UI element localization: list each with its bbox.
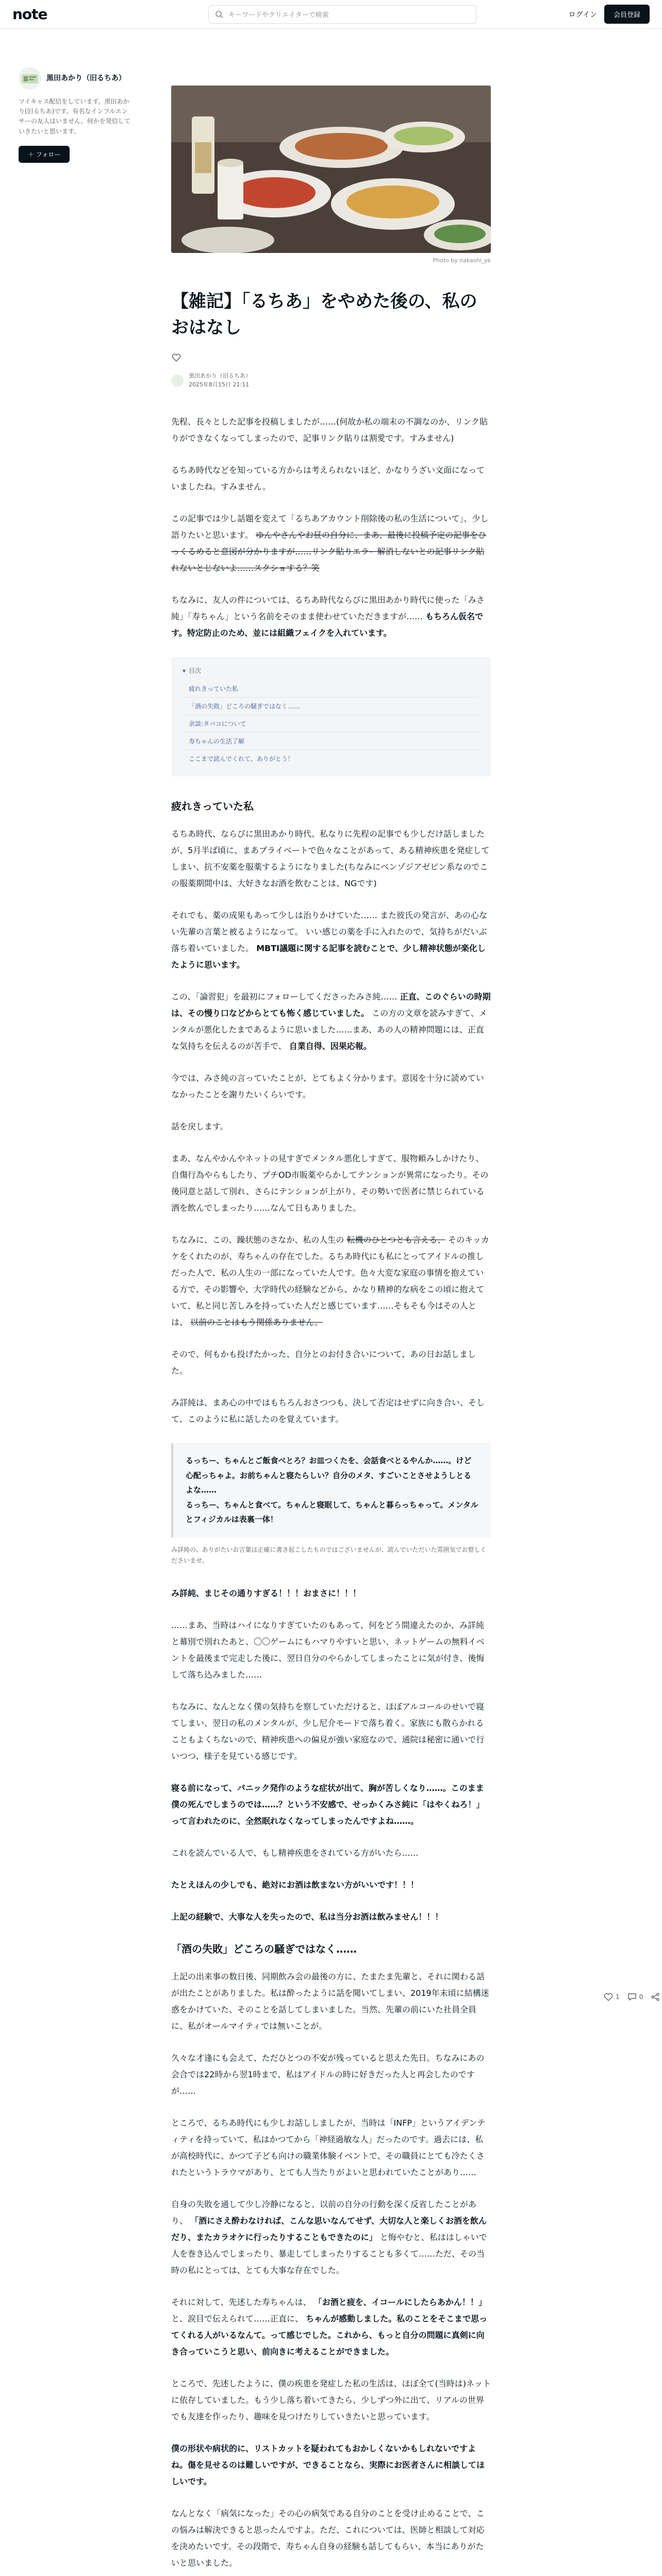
toc-item[interactable]: 寿ちゃんの生活了解 xyxy=(183,733,479,750)
paragraph: 久々な才逢にも会えて、ただひとつの不安が残っていると思えた先日。ちなみにあの会合では22時から翌1時まで、私はアイドルの時に好きだった人と再会したのですが…… xyxy=(171,2053,485,2096)
paragraph: ところで、先述したように、僕の疾患を発症した私の生活は、ほぼ全て(当時は)ネットに依存していました。もう少し落ち着いてきたら、少しずつ外に出て、リアルの世界でも友達を作ったり、趣味を見つけたりしていきたいと思っています。 xyxy=(171,2378,491,2421)
header-actions xyxy=(569,5,650,24)
follow-plus-icon: ＋ xyxy=(28,150,35,158)
paragraph: ところで、るちあ時代にも少しお話ししましたが、当時は「INFP」というアイデンティティを持っていて、私はかつてから「神経過敏な人」だったのです。過去には、私が高校時代に、かつて子ども向けの職業体験イベントで、その職員にとても冷たくされたというトラウマがあり、とても人当たりがよいと思われていたことがあり…… xyxy=(171,2117,486,2177)
floating-actions xyxy=(603,1992,660,2002)
creator-sidebar xyxy=(19,60,132,163)
table-of-contents xyxy=(171,657,491,776)
text-span: この記事では少し話題を変えて「るちあアカウント削除後の私の生活について」、少し語りたいと思います。 xyxy=(171,514,489,540)
avatar[interactable] xyxy=(19,67,41,90)
paragraph: 上記の出来事の数日後、同期飲み会の最後の方に、たまたま先輩と、それに関わる話が出たことがありました。私は酔ったように話を聞いてしまい、2019年末頃に結構迷惑をかけていた、そのことを話してしまいました。当然、先輩の前にいた社員全員に、私がオールマイティでは無いことが。 xyxy=(171,1971,489,2031)
follow-label: フォロー xyxy=(36,150,61,158)
article xyxy=(171,86,491,2576)
paragraph: たとえほんの少しでも、絶対にお酒は飲まない方がいいです！！！ xyxy=(171,1879,419,1890)
author-name[interactable]: 黒田あかり（旧るちあ） xyxy=(189,372,251,379)
avatar-image-icon xyxy=(19,67,41,90)
text-span: と悔やむと、私ははしゃいで人を巻き込んでしまったり、暴走してしまったりすることも多くて……ただ、その当時の私にとっては、とても大事な存在でした。 xyxy=(171,2232,487,2275)
paragraph: そので、何もかも投げたかった、自分とのお付き合いについて、あの日お話しました。 xyxy=(171,1349,476,1376)
paragraph: 上記の経験で、大事な人を失ったので、私は当分お酒は飲みません！！！ xyxy=(171,1911,443,1922)
paragraph: み詳純は、まあ心の中ではもちろんおさつつも、決して否定はせずに向き合い、そして、このように私に話したのを覚えています。 xyxy=(171,1398,485,1424)
comment-count: 0 xyxy=(639,1993,643,2001)
bold-text: 「お酒と疲を、イコールにしたらあかん！！」 xyxy=(313,2297,487,2307)
hero-image xyxy=(171,86,491,253)
top-bar xyxy=(0,0,662,29)
text-span: いい感じの薬を手に入れたので、気持ちがだいぶ落ち着いていました。 xyxy=(171,927,487,953)
note-logo[interactable]: note xyxy=(12,6,47,23)
article-body xyxy=(171,414,491,2576)
strikethrough-text: ゆんやさんやお昼の自分に、まあ、最後に投稿予定の記事をひっくるめると意図が分かりますが……リンク貼りエラー解消しないとの記事リンク貼れないとじないよ……スクショする？笑 xyxy=(171,530,487,573)
toc-header[interactable] xyxy=(183,666,479,675)
paragraph xyxy=(171,989,491,1055)
like-count: 1 xyxy=(616,1993,620,2001)
text-span: それに対して、先述した寿ちゃんは、 xyxy=(171,2297,311,2307)
paragraph xyxy=(171,592,491,641)
paragraph: 僕の形状や病状的に、リストカットを疑われてもおかしくないかもしれないですよね。傷を見せるのは難しいですが、できることなら、実際にお医者さんに相談してほしいです。 xyxy=(171,2443,485,2486)
paragraph: なんとなく「病気になった」その心の病気である自分のことを受け止めることで、この悩みは解決できると思ったんですよ。ただ、これについては、医師と相談して対応を決めたいです。その段階で、寿ちゃん自身の経験も話してもらい、本当にありがたいと思いました。 xyxy=(171,2508,485,2568)
toc-item[interactable]: 疲れきっていた私 xyxy=(183,680,479,698)
text-span: 自身の失敗を通して少し冷静になると、以前の自分の行動を深く反省したことがあり、 xyxy=(171,2199,477,2226)
author-meta xyxy=(189,372,251,389)
photo-credit[interactable]: Photo by nakashi_yk xyxy=(433,257,491,264)
signup-button[interactable]: 会員登録 xyxy=(604,5,650,24)
like-action[interactable] xyxy=(603,1992,620,2002)
paragraph xyxy=(171,2196,491,2279)
hero-photo-icon xyxy=(171,86,491,253)
paragraph: み詳純、まじその通りすぎる！！！おまさに！！！ xyxy=(171,1588,361,1598)
text-span: と、涙目で伝えられて……正直に、 xyxy=(171,2313,304,2324)
strikethrough-text: 以前のことはもう関係ありません。 xyxy=(190,1317,323,1327)
login-link[interactable]: ログイン xyxy=(568,10,597,19)
paragraph xyxy=(171,2294,491,2360)
paragraph: 先程、長々とした記事を投稿しましたが……(何故か私の端末の不調なのか、リンク貼りができなくなってしまったので、記事リンク貼りは割愛です。すみません) xyxy=(171,417,488,443)
comment-icon xyxy=(627,1992,637,2002)
search-placeholder: キーワードやクリエイターで検索 xyxy=(228,11,329,19)
paragraph: 寝る前になって、パニック発作のような症状が出て、胸が苦しくなり……。このまま僕の死んでしまうのでは……？という不安感で、せっかくみさ純に「はやくねろ！」って言われたのに、全然眠れなくなってしまったんですよね……。 xyxy=(171,1783,485,1826)
publish-date: 2025年8月15日 21:11 xyxy=(189,381,250,388)
paragraph xyxy=(171,1232,491,1331)
section-heading: 疲れきっていた私 xyxy=(171,800,254,812)
search-box[interactable] xyxy=(208,5,476,24)
creator-row[interactable] xyxy=(19,67,132,90)
quote-caption: み詳純の、ありがたいお言葉は正確に書き起こしたものではございませんが、読んでいただいた雰囲気でお察しくださいませ。 xyxy=(171,1546,487,1565)
paragraph: 話を戻します。 xyxy=(171,1122,228,1131)
text-span: そのキッカケをくれたのが、寿ちゃんの存在でした。るちあ時代にも私にとってアイドルの推しだった人で、私の人生の一部になっていた人です。色々大変な家庭の事情を抱えている方で、その影響や、大学時代の経験などから、かなり精神的な病をこの頃に抱えていて、私と同じ苦しみを持っていた人だと感じています……そもそも今はその人とは、 xyxy=(171,1235,489,1327)
text-span: この方の文章を読みすぎて、メンタルが悪化したまであるように思いました……まあ、あの人の精神問題には、正直な気持ちを伝えるのが苦手で、 xyxy=(171,1008,487,1051)
text-span: また彼氏の発言が、あの心ない先輩の言葉と被るようになって。 xyxy=(171,910,487,937)
toc-item[interactable]: 余談:タバコについて xyxy=(183,715,479,733)
blockquote xyxy=(171,1443,491,1537)
quote-line: るっちー、ちゃんとご飯食べとろ？お皿つくたを、会話食べとるやんか……。けど心配っちゃよ。お前ちゃんと寝たらしい？自分のメタ、すごいことさせようしとるよな…… xyxy=(186,1456,472,1495)
quote-line: るっちー、ちゃんと食べて。ちゃんと寝眠して、ちゃんと暮らっちゃって。メンタルとフィジカルは表裏一体！ xyxy=(186,1500,478,1524)
author-avatar[interactable] xyxy=(171,375,184,387)
page-title: 【雑記】「るちあ」をやめた後の、私のおはなし xyxy=(171,291,477,338)
paragraph xyxy=(171,907,491,973)
share-icon xyxy=(650,1992,660,2002)
text-span: ちなみに、友人の件については、るちあ時代ならびに黒田あかり時代に使った「みさ純」「寿ちゃん」という名前をそのまま使わせていただきますが…… xyxy=(171,595,485,621)
bold-text: MBTI議題に関する記事を読むことで、少し精神状態が楽化したように思います。 xyxy=(171,943,486,970)
toc-item[interactable]: ここまで読んでくれて、ありがとう！ xyxy=(189,755,294,762)
heart-icon[interactable] xyxy=(171,352,181,363)
text-span: この、「論習犯」を最初にフォローしてくださったみさ純…… xyxy=(171,992,398,1002)
creator-bio: ツイキャス配信をしています。黒田あかり(旧るちあ)です。有名なインフルエンサーの友人はいません。何かを発信していきたいと思います。 xyxy=(19,98,130,135)
toc-item[interactable]: 「酒の失敗」どころの騒ぎではなく…… xyxy=(183,698,479,715)
paragraph xyxy=(171,511,491,577)
text-span: ちなみに、この、躁状態のさなか、私の人生の xyxy=(171,1235,344,1245)
toc-title: 目次 xyxy=(189,667,202,674)
paragraph: ……まあ、当時はハイになりすぎていたのもあって、何をどう間違えたのか、み詳純と幕別で別れたあと、〇〇ゲームにもハマりやすいと思い、ネットゲームの無料イベントを最後まで完走した後に、翌日自分のやらかしてしまったことに気が付き、後悔して落ち込みました…… xyxy=(171,1620,485,1680)
search-icon xyxy=(215,10,223,19)
author-row[interactable] xyxy=(171,372,491,389)
paragraph: これを読んでいる人で、もし精神疾患をされている方がいたら…… xyxy=(171,1848,419,1858)
comment-action[interactable] xyxy=(627,1992,643,2002)
bold-text: 正直、このぐらいの時期は、その慢り口などからとても怖く感じていました。 xyxy=(171,992,491,1018)
strikethrough-text: 転機のひとつとも言える、 xyxy=(346,1235,446,1245)
paragraph: るちあ時代、ならびに黒田あかり時代、私なりに先程の記事でも少しだけ話しましたが、5月半ば頃に、まあプライベートで色々なことがあって、ある精神疾患を発症してしまい、抗不安薬を服薬するようになりました(ちなみにベンゾジアゼピン系なのでこの服薬期間中は、大好きなお酒を飲むことは、NGです) xyxy=(171,829,490,888)
share-action[interactable] xyxy=(650,1992,660,2002)
follow-button[interactable] xyxy=(19,146,70,163)
bold-text: もちろん仮名です。特定防止のため、並には組織フェイクを入れています。 xyxy=(171,612,484,638)
paragraph: 今では、みさ純の言っていたことが、とてもよく分かります。意図を十分に読めていなかったことを謝りたいくらいです。 xyxy=(171,1073,484,1099)
paragraph: まあ、なんやかんやネットの見すぎでメンタル悪化しすぎて、服物頼みしかけたり、自傷行為やらもしたり、プチOD市販薬やらかしてテンションが異常になったり。その後同意と話して別れ、さらにテンションが上がり、その勢いで医者に禁じられている酒を飲んでしまったり……なんて日もありました。 xyxy=(171,1154,489,1213)
bold-text: 「酒にさえ酔わなければ、こんな思いなんてせず、大切な人と楽しくお酒を飲んだり、またカラオケに行ったりすることもできたのに」 xyxy=(171,2215,487,2242)
creator-name[interactable]: 黒田あかり（旧るちあ） xyxy=(46,74,126,82)
heart-icon xyxy=(603,1992,614,2002)
paragraph: ちなみに、なんとなく僕の気持ちを察していただけると、ほぼアルコールのせいで寝てしまい、翌日の私のメンタルが、少し尼介モードで落ち着く。家族にも散らかれることもよくちないので、精神疾患への偏見が強い家庭なので、通院は秘密に通いで行いつつ、様子を見ている感じです。 xyxy=(171,1701,485,1761)
section-heading: 「酒の失敗」どころの騒ぎではなく…… xyxy=(171,1942,357,1955)
chevron-down-icon: ▾ xyxy=(183,667,186,674)
bold-text: 自業自得、因果応報。 xyxy=(289,1041,372,1051)
bold-text: ちゃんが感動しました。私のことをそこまで思ってくれる人がいるなんて。って感じでした。これから、もっと自分の問題に真剣に向き合っていこうと思い、前向きに考えることができました。 xyxy=(171,2313,488,2357)
text-span: それでも、薬の成果もあって少しは治りかけていた…… xyxy=(171,910,377,920)
paragraph: るちあ時代などを知っている方からは考えられないほど、かなりうざい文面になっていましたね。すみません。 xyxy=(171,465,485,492)
